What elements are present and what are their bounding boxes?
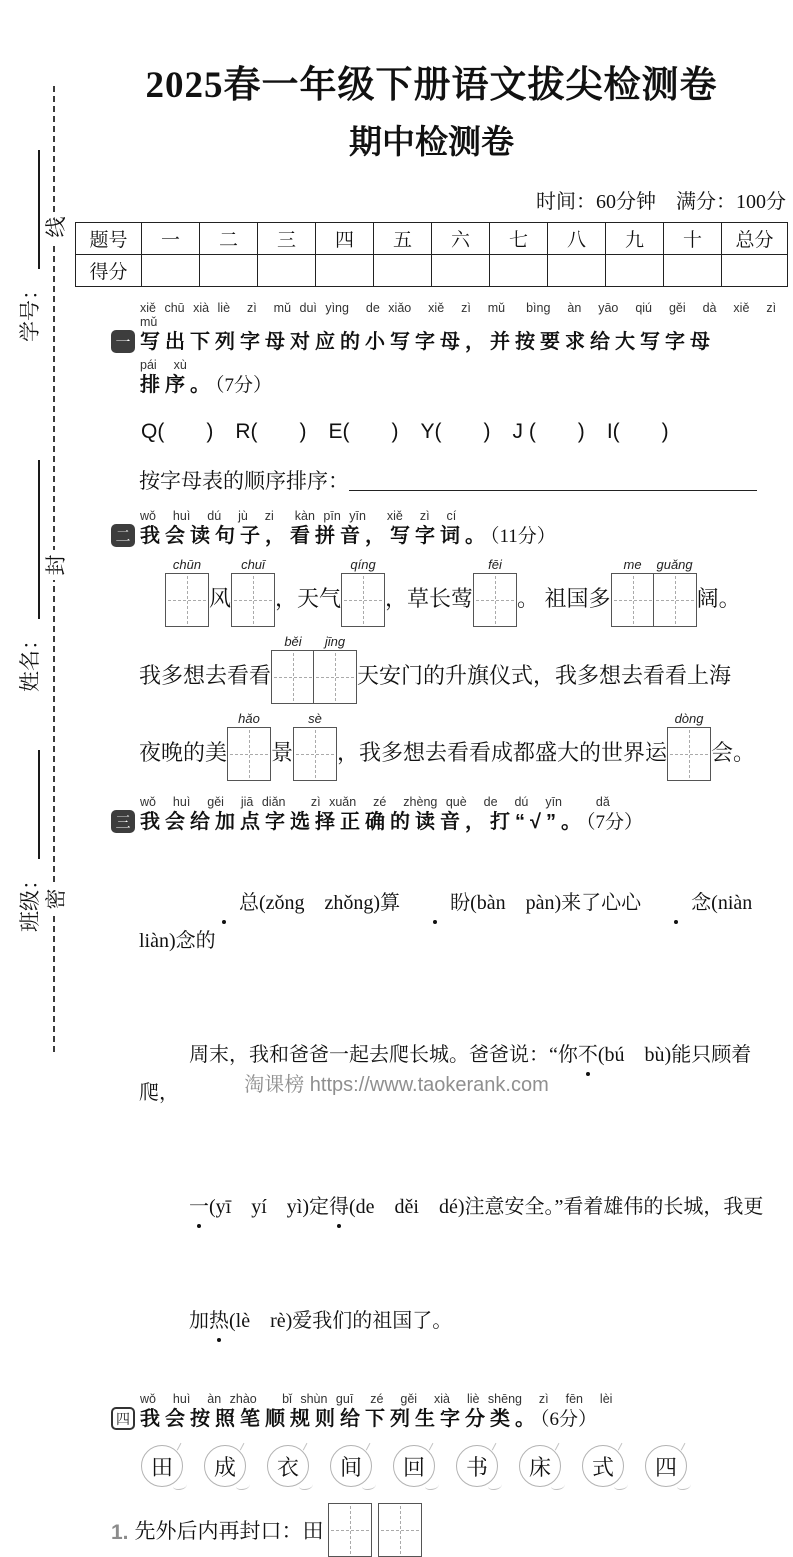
snail-char[interactable]: 衣 xyxy=(267,1445,309,1487)
pinyin-box: guǎng xyxy=(653,556,697,627)
answer-box[interactable] xyxy=(341,573,385,627)
question-4-title: 我会按照笔顺规则给下列生字分类。 xyxy=(140,1408,540,1430)
student-id-label: 学号： xyxy=(14,150,44,342)
pinyin-box: sè xyxy=(293,710,337,781)
answer-box[interactable] xyxy=(378,1503,422,1557)
score-header-cell: 九 xyxy=(606,223,664,255)
dotted-char: 盼 xyxy=(400,884,470,922)
answer-box[interactable] xyxy=(473,573,517,627)
dotted-char: 得 xyxy=(329,1188,349,1226)
answer-box[interactable] xyxy=(271,650,315,704)
text-run: 周末，我和爸爸一起去爬长城。爸爸说：“你 xyxy=(189,1044,578,1066)
seal-char-feng: 封 xyxy=(38,550,72,580)
pinyin-box: běi xyxy=(271,633,315,704)
dotted-char: 一 xyxy=(189,1188,209,1226)
score-header-cell: 八 xyxy=(548,223,606,255)
snail-char[interactable]: 式 xyxy=(582,1445,624,1487)
question-4-pinyin: wǒ huì àn zhào bǐ shùn guī zé gěi xià liè shēng zì fēn lèi xyxy=(140,1392,613,1406)
letter-slot[interactable]: I( ) xyxy=(606,420,669,443)
letter-slot[interactable]: J ( ) xyxy=(512,420,585,443)
letter-slot[interactable]: Y( ) xyxy=(420,420,491,443)
question-1-pinyin-2: pái xù xyxy=(140,358,187,372)
question-2-pinyin: wǒ huì dú jù zi kàn pīn yīn xiě zì cí xyxy=(140,509,457,523)
score-header-cell: 四 xyxy=(316,223,374,255)
score-table xyxy=(75,222,788,287)
footer-watermark: 淘课榜 https://www.taokerank.com xyxy=(244,1074,549,1096)
pinyin-box: chūn xyxy=(165,556,209,627)
score-header-cell: 六 xyxy=(432,223,490,255)
letter-slot[interactable]: R( ) xyxy=(235,420,307,443)
snail-char[interactable]: 间 xyxy=(330,1445,372,1487)
score-header-cell: 三 xyxy=(258,223,316,255)
item-number: 1. xyxy=(111,1521,129,1544)
order-label: 按字母表的顺序排序： xyxy=(139,469,349,493)
score-header-cell: 总分 xyxy=(722,223,788,255)
student-id-blank[interactable] xyxy=(37,150,40,269)
question-1-title-2: 排序。 xyxy=(140,374,215,396)
score-cell[interactable] xyxy=(374,255,432,287)
answer-box[interactable] xyxy=(293,727,337,781)
page-title: 2025春一年级下册语文拔尖检测卷 xyxy=(145,65,718,106)
exam-meta: 时间：60分钟 满分：100分 xyxy=(536,191,786,213)
passage-line xyxy=(139,1150,788,1264)
text-run: 会。 xyxy=(711,740,756,765)
question-3-pinyin: wǒ huì gěi jiā diǎn zì xuǎn zé zhèng què de dú yīn dǎ xyxy=(140,795,610,809)
snail-char[interactable]: 四 xyxy=(645,1445,687,1487)
question-2-score: （11分） xyxy=(490,526,556,547)
pinyin-box: me xyxy=(611,556,655,627)
question-1 xyxy=(75,301,793,495)
question-3-passage xyxy=(139,846,788,1378)
write-row-2 xyxy=(139,633,788,704)
write-row-3 xyxy=(139,710,788,781)
question-4-badge: 四 xyxy=(111,1407,135,1430)
answer-box[interactable] xyxy=(313,650,357,704)
question-1-pinyin: xiě chū xià liè zì mǔ duì yìng de xiǎo xiě zì mǔ bìng àn yāo qiú gěi dà xiě zì mǔ xyxy=(140,301,793,329)
write-row-1 xyxy=(165,556,788,627)
passage-line xyxy=(139,846,788,998)
text-run: 夜晚的美 xyxy=(139,740,228,765)
score-cell[interactable] xyxy=(490,255,548,287)
answer-box[interactable] xyxy=(667,727,711,781)
item-label: 先外后内再封口：田 xyxy=(134,1519,324,1543)
dotted-char: 热 xyxy=(209,1302,229,1340)
dotted-char: 不 xyxy=(578,1036,598,1074)
text-run[interactable]: (bàn pàn)来了心心 xyxy=(470,892,642,914)
score-header-cell: 一 xyxy=(142,223,200,255)
question-3-title: 我会给加点字选择正确的读音，打“√”。 xyxy=(140,811,586,833)
seal-char-mi: 密 xyxy=(38,884,72,914)
pinyin-box: jīng xyxy=(313,633,357,704)
score-cell[interactable] xyxy=(548,255,606,287)
seal-char-xian: 线 xyxy=(38,212,72,242)
text-run[interactable]: (lè rè)爱我们的祖国了。 xyxy=(229,1310,453,1332)
answer-box[interactable] xyxy=(227,727,271,781)
score-cell[interactable] xyxy=(722,255,788,287)
text-run[interactable]: (bú bù)能只顾着爬， xyxy=(139,1044,752,1104)
question-4-item-1 xyxy=(111,1503,788,1557)
question-2 xyxy=(75,509,788,781)
text-run: 景 xyxy=(271,740,294,765)
class-label: 班级： xyxy=(14,750,44,932)
text-run: 加 xyxy=(189,1310,209,1332)
text-run: 天安门的升旗仪式，我多想去看看上海 xyxy=(357,663,732,688)
text-run[interactable]: (niàn liàn)念的 xyxy=(139,892,773,952)
question-1-title: 写出下列字母对应的小写字母，并按要求给大写字母 xyxy=(140,331,715,353)
score-header-cell: 二 xyxy=(200,223,258,255)
answer-box[interactable] xyxy=(165,573,209,627)
text-run: ，天气 xyxy=(275,586,342,611)
score-header-cell: 五 xyxy=(374,223,432,255)
text-run[interactable]: (yī yí yì)定 xyxy=(209,1196,329,1218)
answer-box[interactable] xyxy=(653,573,697,627)
question-3-badge: 三 xyxy=(111,810,135,833)
letter-slots xyxy=(141,415,788,445)
score-cell[interactable] xyxy=(258,255,316,287)
class-blank[interactable] xyxy=(37,750,40,859)
snail-char[interactable]: 床 xyxy=(519,1445,561,1487)
pinyin-box: hǎo xyxy=(227,710,271,781)
text-run: 我多想去看看 xyxy=(139,663,272,688)
question-1-score: （7分） xyxy=(215,375,273,396)
question-3-score: （7分） xyxy=(585,812,643,833)
question-4-score: （6分） xyxy=(540,1409,598,1430)
text-run: ，草长莺 xyxy=(385,586,474,611)
snail-char[interactable]: 成 xyxy=(204,1445,246,1487)
score-cell[interactable] xyxy=(200,255,258,287)
question-2-title: 我会读句子，看拼音，写字词。 xyxy=(140,525,490,547)
snail-char[interactable]: 书 xyxy=(456,1445,498,1487)
score-cell[interactable] xyxy=(316,255,374,287)
passage-line xyxy=(139,1264,788,1378)
student-name-blank[interactable] xyxy=(37,460,40,619)
dotted-char: 总 xyxy=(189,884,259,922)
pinyin-box: qíng xyxy=(341,556,385,627)
pinyin-box: chuī xyxy=(231,556,275,627)
student-name-label: 姓名： xyxy=(14,460,44,692)
answer-box[interactable] xyxy=(611,573,655,627)
text-run: 风 xyxy=(209,586,232,611)
question-4 xyxy=(75,1392,788,1557)
pinyin-box: dòng xyxy=(667,710,711,781)
text-run[interactable]: (de děi dé)注意安全。”看着雄伟的长城，我更 xyxy=(349,1196,764,1218)
score-cell[interactable] xyxy=(606,255,664,287)
letter-slot[interactable]: Q( ) xyxy=(141,420,214,443)
score-cell[interactable] xyxy=(432,255,490,287)
score-row-label: 得分 xyxy=(76,255,142,287)
snail-char[interactable]: 田 xyxy=(141,1445,183,1487)
score-cell[interactable] xyxy=(142,255,200,287)
score-header-cell: 七 xyxy=(490,223,548,255)
score-header-cell: 题号 xyxy=(76,223,142,255)
question-2-badge: 二 xyxy=(111,524,135,547)
score-table-score-row xyxy=(76,255,788,287)
dotted-char: 念 xyxy=(641,884,711,922)
page-subtitle: 期中检测卷 xyxy=(349,125,514,161)
answer-box[interactable] xyxy=(328,1503,372,1557)
text-run: 阔。 xyxy=(696,586,741,611)
text-run: 。 祖国多 xyxy=(517,586,611,611)
snail-char[interactable]: 回 xyxy=(393,1445,435,1487)
answer-box[interactable] xyxy=(231,573,275,627)
question-1-badge: 一 xyxy=(111,330,135,353)
text-run[interactable]: (zǒng zhǒng)算 xyxy=(259,892,401,914)
score-cell[interactable] xyxy=(664,255,722,287)
score-header-cell: 十 xyxy=(664,223,722,255)
order-answer-blank[interactable] xyxy=(349,489,757,491)
text-run: ，我多想去看看成都盛大的世界运 xyxy=(337,740,668,765)
score-table-header-row xyxy=(76,223,788,255)
letter-slot[interactable]: E( ) xyxy=(328,420,399,443)
character-snails xyxy=(141,1445,788,1487)
pinyin-box: fēi xyxy=(473,556,517,627)
